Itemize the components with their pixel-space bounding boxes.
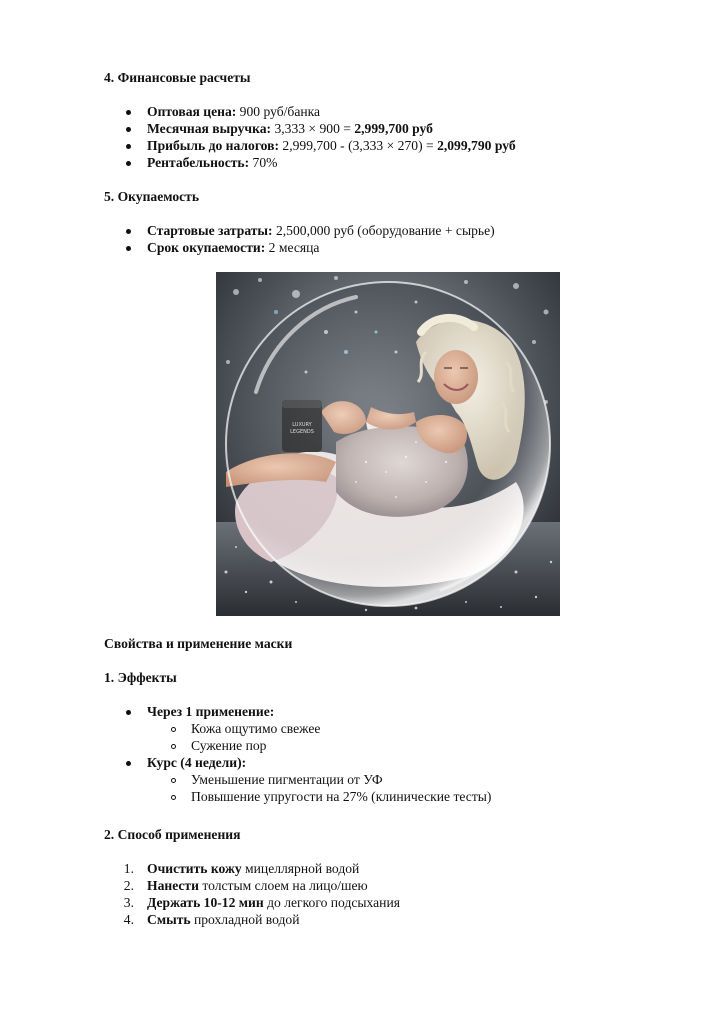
step-number: 2. — [123, 878, 134, 893]
sub-bullet — [171, 778, 176, 783]
section-4-heading: 4. Финансовые расчеты — [104, 70, 251, 85]
step-number: 1. — [123, 861, 134, 876]
list-item: Через 1 применение: — [147, 704, 275, 719]
properties-heading: Свойства и применение маски — [104, 636, 293, 651]
sub-list-item: Сужение пор — [191, 738, 267, 753]
bullet — [126, 246, 131, 251]
sub-list-item: Повышение упругости на 27% (клинические тесты) — [191, 789, 492, 804]
bullet — [126, 761, 131, 766]
step: Очистить кожу мицеллярной водой — [147, 861, 360, 876]
bullet — [126, 144, 131, 149]
sub-bullet — [171, 795, 176, 800]
step: Смыть прохладной водой — [147, 912, 300, 927]
bullet — [126, 229, 131, 234]
bullet — [126, 127, 131, 132]
step-number: 4. — [123, 912, 134, 927]
list-item: Стартовые затраты: 2,500,000 руб (оборудование + сырье) — [147, 223, 495, 238]
sub-bullet — [171, 744, 176, 749]
list-item: Срок окупаемости: 2 месяца — [147, 240, 320, 255]
bullet — [126, 161, 131, 166]
effects-heading: 1. Эффекты — [104, 670, 177, 685]
product-illustration — [216, 272, 560, 616]
step: Держать 10-12 мин до легкого подсыхания — [147, 895, 400, 910]
step-number: 3. — [123, 895, 134, 910]
list-item: Рентабельность: 70% — [147, 155, 278, 170]
usage-heading: 2. Способ применения — [104, 827, 241, 842]
list-item: Оптовая цена: 900 руб/банка — [147, 104, 321, 119]
sub-list-item: Уменьшение пигментации от УФ — [191, 772, 383, 787]
sub-list-item: Кожа ощутимо свежее — [191, 721, 321, 736]
step: Нанести толстым слоем на лицо/шею — [147, 878, 368, 893]
sub-bullet — [171, 727, 176, 732]
list-item: Месячная выручка: 3,333 × 900 = 2,999,700 руб — [147, 121, 433, 136]
section-5-heading: 5. Окупаемость — [104, 189, 200, 204]
bullet — [126, 710, 131, 715]
bullet — [126, 110, 131, 115]
list-item: Курс (4 недели): — [147, 755, 247, 770]
list-item: Прибыль до налогов: 2,999,700 - (3,333 × 270) = 2,099,790 руб — [147, 138, 516, 153]
